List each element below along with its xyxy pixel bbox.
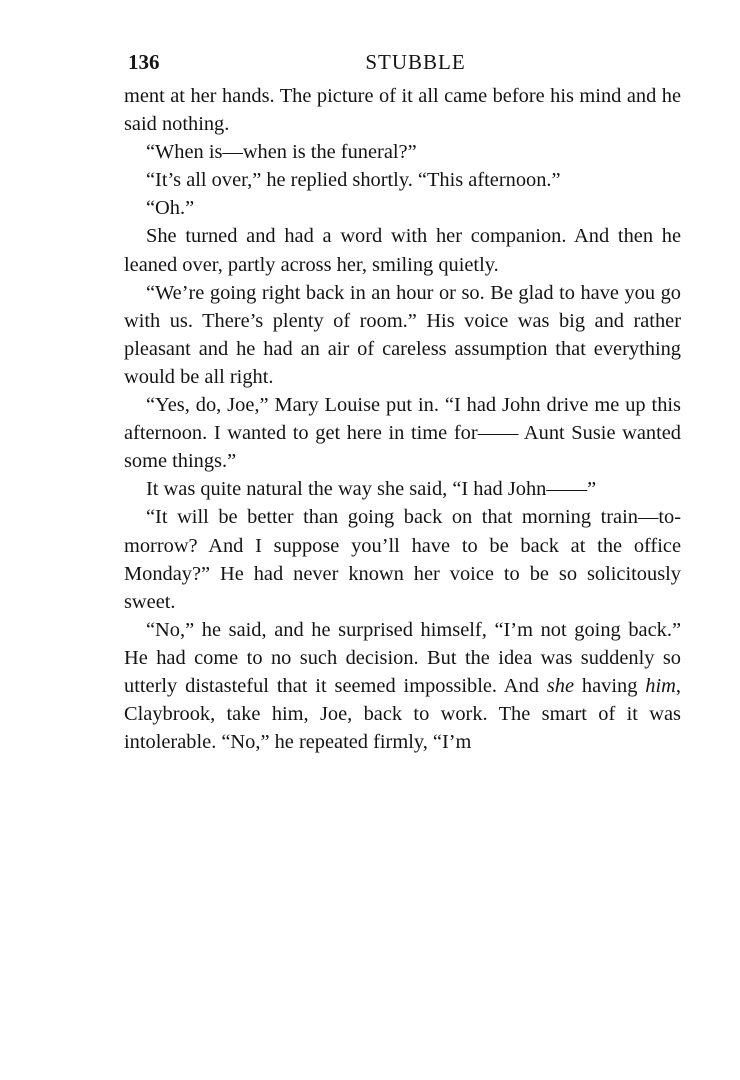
text-run: , Claybrook, take him, Joe, back to work. The smart of it was intolerable. “No,” he repeated firmly, “I’m [124,674,681,754]
paragraph-8 [124,475,681,503]
text-run: “It’s all over,” he replied shortly. “This afternoon.” [146,169,561,192]
paragraph-7 [124,391,681,475]
paragraph-2 [124,138,681,166]
text-run: She turned and had a word with her companion. And then he leaned over, partly across her, smiling quietly. [124,225,681,276]
page-header [124,48,681,82]
running-head: STUBBLE [365,50,466,74]
page-number: 136 [128,50,160,74]
paragraph-1 [124,82,681,138]
body-text [124,82,681,756]
text-run: “Yes, do, Joe,” Mary Louise put in. “I had John drive me up this afternoon. I wanted to get here in time for—— Aunt Susie wanted some things.” [124,394,681,473]
text-run: It was quite natural the way she said, “I had John——” [146,478,597,501]
paragraph-6 [124,279,681,391]
text-run: ment at her hands. The picture of it all came before his mind and he said nothing. [124,85,681,136]
italic-text-run: him [645,674,676,697]
italic-text-run: she [546,674,574,697]
paragraph-3 [124,166,681,194]
paragraph-10 [124,616,681,756]
paragraph-4 [124,194,681,222]
text-run: having [574,674,646,697]
text-run: “Oh.” [146,197,195,220]
paragraph-5 [124,222,681,278]
book-page [124,48,681,756]
text-run: “We’re going right back in an hour or so. Be glad to have you go with us. There’s plenty of room.” His voice was big and rather pleasant and he had an air of careless assumption that everything would be all right. [124,281,681,388]
text-run: “When is—when is the funeral?” [146,141,417,164]
text-run: “It will be better than going back on that morning train—to-morrow? And I suppose you’ll have to be back at the office Monday?” He had never known her voice to be so solicitously sweet. [124,506,681,613]
text-run: “No,” he said, and he surprised himself, “I’m not going back.” He had come to no such decision. But the idea was suddenly so utterly distasteful that it seemed impossible. And [124,618,681,697]
paragraph-9 [124,503,681,615]
